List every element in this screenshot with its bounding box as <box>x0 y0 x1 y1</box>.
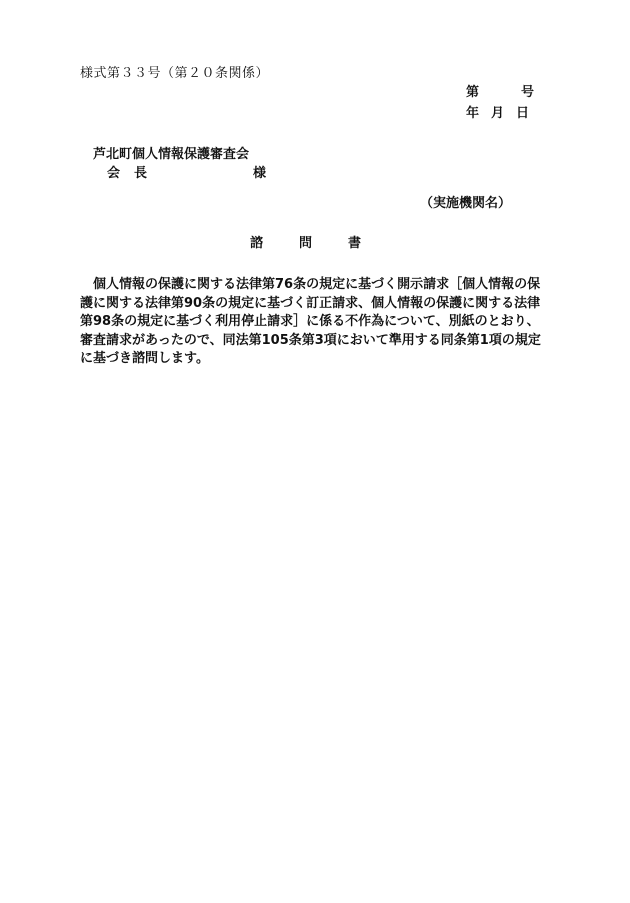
form-number: 様式第３３号（第２０条関係） <box>80 66 270 81</box>
body-paragraph <box>80 276 552 369</box>
document-number-prefix: 第 <box>466 85 480 100</box>
date-month-label: 月 <box>491 106 505 121</box>
recipient-title-char2: 長 <box>134 166 148 181</box>
body-line: に基づき諮問します。 <box>80 351 209 366</box>
body-line: 個人情報の保護に関する法律第76条の規定に基づく開示請求［個人情報の保 <box>80 277 541 292</box>
recipient-title <box>107 167 147 180</box>
recipient-title-char1: 会 <box>107 166 121 181</box>
sender-agency-name: （実施機関名） <box>420 196 512 211</box>
document-number <box>466 86 534 99</box>
body-line: 審査請求があったので、同法第105条第3項において準用する同条第1項の規定 <box>80 332 541 348</box>
body-line: 第98条の規定に基づく利用停止請求］に係る不作為について、別紙のとおり、 <box>80 314 540 329</box>
document-title-char3: 書 <box>348 236 362 251</box>
document-title-char1: 諮 <box>250 236 264 251</box>
body-line: 護に関する法律第90条の規定に基づく訂正請求、個人情報の保護に関する法律 <box>80 295 541 311</box>
date-day-label: 日 <box>516 106 530 121</box>
recipient-honorific: 様 <box>253 166 267 181</box>
document-title <box>250 237 361 250</box>
date-year-label: 年 <box>466 106 480 121</box>
document-date <box>466 107 529 120</box>
recipient-organization: 芦北町個人情報保護審査会 <box>93 147 250 162</box>
document-number-suffix: 号 <box>521 85 535 100</box>
document-title-char2: 問 <box>299 236 313 251</box>
